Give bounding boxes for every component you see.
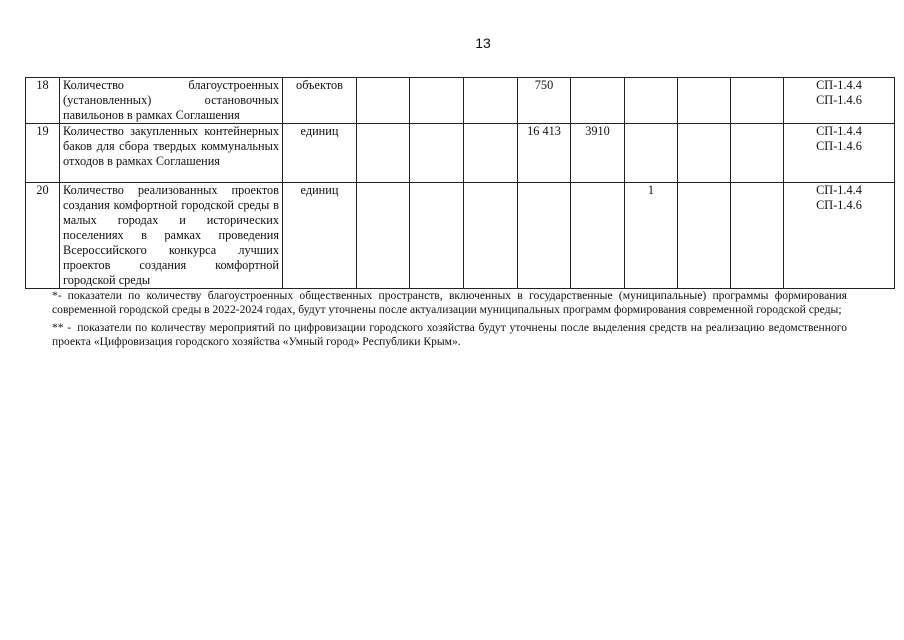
footnote-1-mark: *- [52,289,62,302]
indicator-name: Количество закупленных контейнерных баков для сбора твердых коммунальных отходов в рамках Соглашения [60,124,283,183]
footnote-1 [52,289,847,317]
value-cell [571,183,625,289]
row-number: 20 [26,183,60,289]
value-cell: 16 413 [518,124,571,183]
value-cell [357,78,410,124]
row-number: 19 [26,124,60,183]
reference-code: СП-1.4.4 [816,124,862,138]
value-cell [464,124,518,183]
indicator-name: Количество реализованных проектов создания комфортной городской среды в малых городах и исторических поселениях в рамках проведения Всероссийского конкурса лучших проектов создания комфортной городской среды [60,183,283,289]
reference-cell [784,78,895,124]
footnote-1-text: показатели по количеству благоустроенных общественных пространств, включенных в государственные (муниципальные) программы формирования современной городской среды в 2022-2024 годах, будут уточнены после актуализации муниципальных программ формирования современной городской среды; [52,289,847,316]
value-cell [678,183,731,289]
table-row [26,78,895,124]
page-number: 13 [475,35,491,51]
value-cell: 750 [518,78,571,124]
value-cell [731,183,784,289]
reference-cell [784,124,895,183]
table-row [26,124,895,183]
row-number: 18 [26,78,60,124]
value-cell [464,183,518,289]
value-cell [731,78,784,124]
value-cell [571,78,625,124]
value-cell [625,124,678,183]
footnote-2 [52,321,847,349]
footnote-2-text: показатели по количеству мероприятий по цифровизации городского хозяйства будут уточнены после выделения средств на реализацию ведомственного проекта «Цифровизация городского хозяйства «Умный город» Республики Крым». [52,321,848,348]
value-cell [410,183,464,289]
indicators-table [25,77,895,289]
reference-cell [784,183,895,289]
footnotes [52,289,847,353]
table-row [26,183,895,289]
value-cell [678,124,731,183]
value-cell [678,78,731,124]
reference-code: СП-1.4.6 [816,93,862,107]
value-cell: 3910 [571,124,625,183]
value-cell [731,124,784,183]
value-cell [518,183,571,289]
reference-code: СП-1.4.6 [816,198,862,212]
value-cell [464,78,518,124]
reference-code: СП-1.4.4 [816,183,862,197]
value-cell [357,124,410,183]
unit-cell: единиц [283,183,357,289]
value-cell [357,183,410,289]
value-cell: 1 [625,183,678,289]
value-cell [410,124,464,183]
unit-cell: единиц [283,124,357,183]
value-cell [410,78,464,124]
footnote-2-mark: ** - [52,321,72,334]
unit-cell: объектов [283,78,357,124]
indicator-name: Количество благоустроенных (установленных) остановочных павильонов в рамках Соглашения [60,78,283,124]
reference-code: СП-1.4.6 [816,139,862,153]
value-cell [625,78,678,124]
reference-code: СП-1.4.4 [816,78,862,92]
